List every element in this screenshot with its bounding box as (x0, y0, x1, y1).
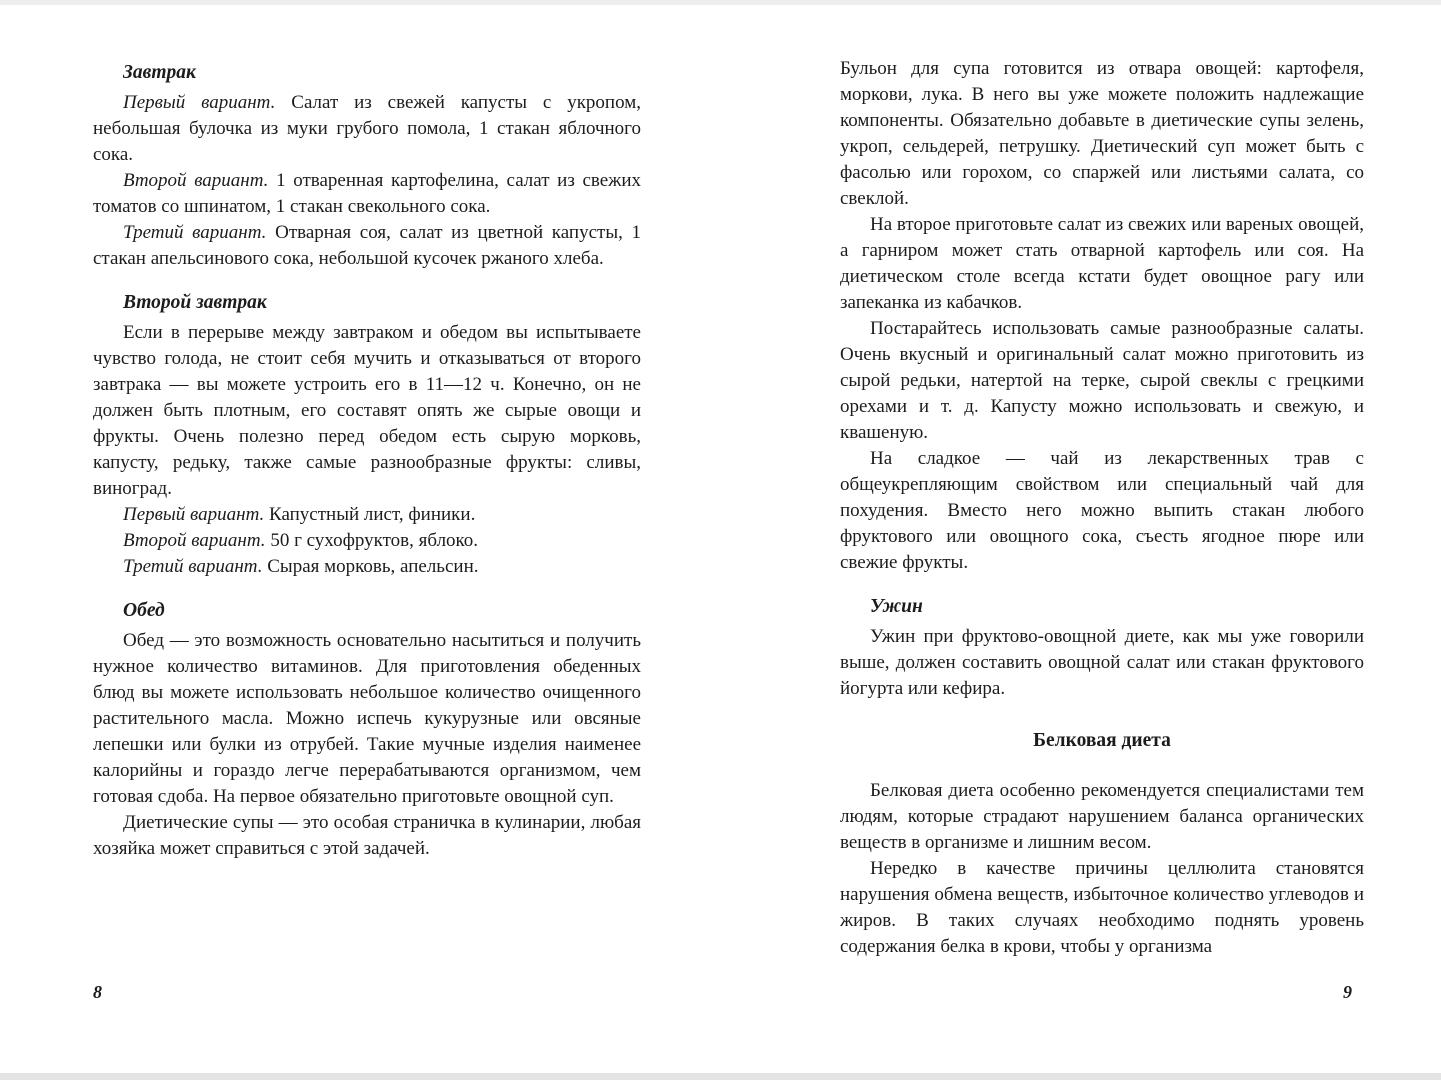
paragraph-variant (93, 220, 641, 272)
paragraph-text: Сырая морковь, апельсин. (267, 556, 479, 577)
page-number-right: 9 (1343, 982, 1352, 1002)
paragraph: На сладкое — чай из лекарственных трав с общеукрепляющим свойством или специальный чай для похудения. Вместо него можно выпить стакан любого фруктового или овощного сока, съесть ягодное пюре или свежие фрукты. (840, 448, 1364, 573)
variant-label: Второй вариант. (123, 530, 266, 551)
paragraph: Диетические супы — это особая страничка в кулинарии, любая хозяйка может справиться с этой задачей. (93, 812, 641, 859)
paragraph-text: Отварная соя, салат из цветной капусты, 1 стакан апельсинового сока, небольшой кусочек ржаного хлеба. (93, 222, 642, 269)
chapter-heading-protein-diet: Белковая диета (1033, 730, 1171, 751)
scan-edge-top (0, 0, 1441, 5)
variant-label: Первый вариант. (123, 92, 276, 113)
variant-label: Первый вариант. (123, 504, 265, 525)
paragraph-text: 1 отваренная картофелина, салат из свежих томатов со шпинатом, 1 стакан свекольного сока. (93, 170, 641, 217)
paragraph-variant (93, 502, 641, 528)
paragraph: Если в перерыве между завтраком и обедом вы испытываете чувство голода, не стоит себя мучить и отказываться от второго завтрака — вы можете устроить его в 11—12 ч. Конечно, он не должен быть плотным, его составят опять же сырые овощи и фрукты. Очень полезно перед обедом есть сырую морковь, капусту, редьку, также самые разнообразные фрукты: сливы, виноград. (93, 322, 641, 499)
paragraph: Бульон для супа готовится из отвара овощей: картофеля, моркови, лука. В него вы уже можете положить надлежащие компоненты. Обязательно добавьте в диетические супы зелень, укроп, сельдерей, петрушку. Диетический суп может быть с фасолью или горохом, со спаржей или листьями салата, со свеклой. (840, 58, 1364, 209)
paragraph: Белковая диета особенно рекомендуется специалистами тем людям, которые страдают нарушением баланса органических веществ в организме и лишним весом. (840, 780, 1364, 853)
paragraph-text: Салат из свежей капусты с укропом, небольшая булочка из муки грубого помола, 1 стакан яблочного сока. (93, 92, 642, 165)
variant-label: Третий вариант. (123, 556, 263, 577)
section-heading-second-breakfast: Второй завтрак (123, 292, 267, 313)
scan-edge-bottom (0, 1073, 1441, 1080)
paragraph-text: 50 г сухофруктов, яблоко. (270, 530, 479, 551)
paragraph: На второе приготовьте салат из свежих или вареных овощей, а гарниром может стать отварной картофель или соя. На диетическом столе всегда кстати будет овощное рагу или запеканка из кабачков. (840, 214, 1364, 313)
paragraph-variant (93, 554, 641, 580)
variant-label: Второй вариант. (123, 170, 269, 191)
section-heading-breakfast: Завтрак (123, 62, 196, 83)
page-number-left: 8 (93, 982, 102, 1002)
section-heading-lunch: Обед (123, 600, 165, 621)
paragraph: Ужин при фруктово-овощной диете, как мы уже говорили выше, должен составить овощной салат или стакан фруктового йогурта или кефира. (840, 626, 1364, 699)
paragraph-text: Капустный лист, финики. (269, 504, 476, 525)
paragraph-variant (93, 528, 641, 554)
paragraph: Нередко в качестве причины целлюлита становятся нарушения обмена веществ, избыточное количество углеводов и жиров. В таких случаях необходимо поднять уровень содержания белка в крови, чтобы у организма (840, 858, 1364, 957)
page-left (93, 60, 641, 862)
paragraph-variant (93, 168, 641, 220)
section-heading-dinner: Ужин (870, 596, 923, 617)
paragraph-variant (93, 90, 641, 168)
variant-label: Третий вариант. (123, 222, 267, 243)
paragraph: Обед — это возможность основательно насытиться и получить нужное количество витаминов. Для приготовления обеденных блюд вы можете использовать небольшое количество очищенного растительного масла. Можно испечь кукурузные или овсяные лепешки или булки из отрубей. Такие мучные изделия наименее калорийны и гораздо легче перерабатываются организмом, чем готовая сдоба. На первое обязательно приготовьте овощной суп. (93, 630, 641, 807)
paragraph: Постарайтесь использовать самые разнообразные салаты. Очень вкусный и оригинальный салат можно приготовить из сырой редьки, натертой на терке, сырой свеклы с грецкими орехами и т. д. Капусту можно использовать и свежую, и квашеную. (840, 318, 1364, 443)
page-right (840, 56, 1364, 960)
